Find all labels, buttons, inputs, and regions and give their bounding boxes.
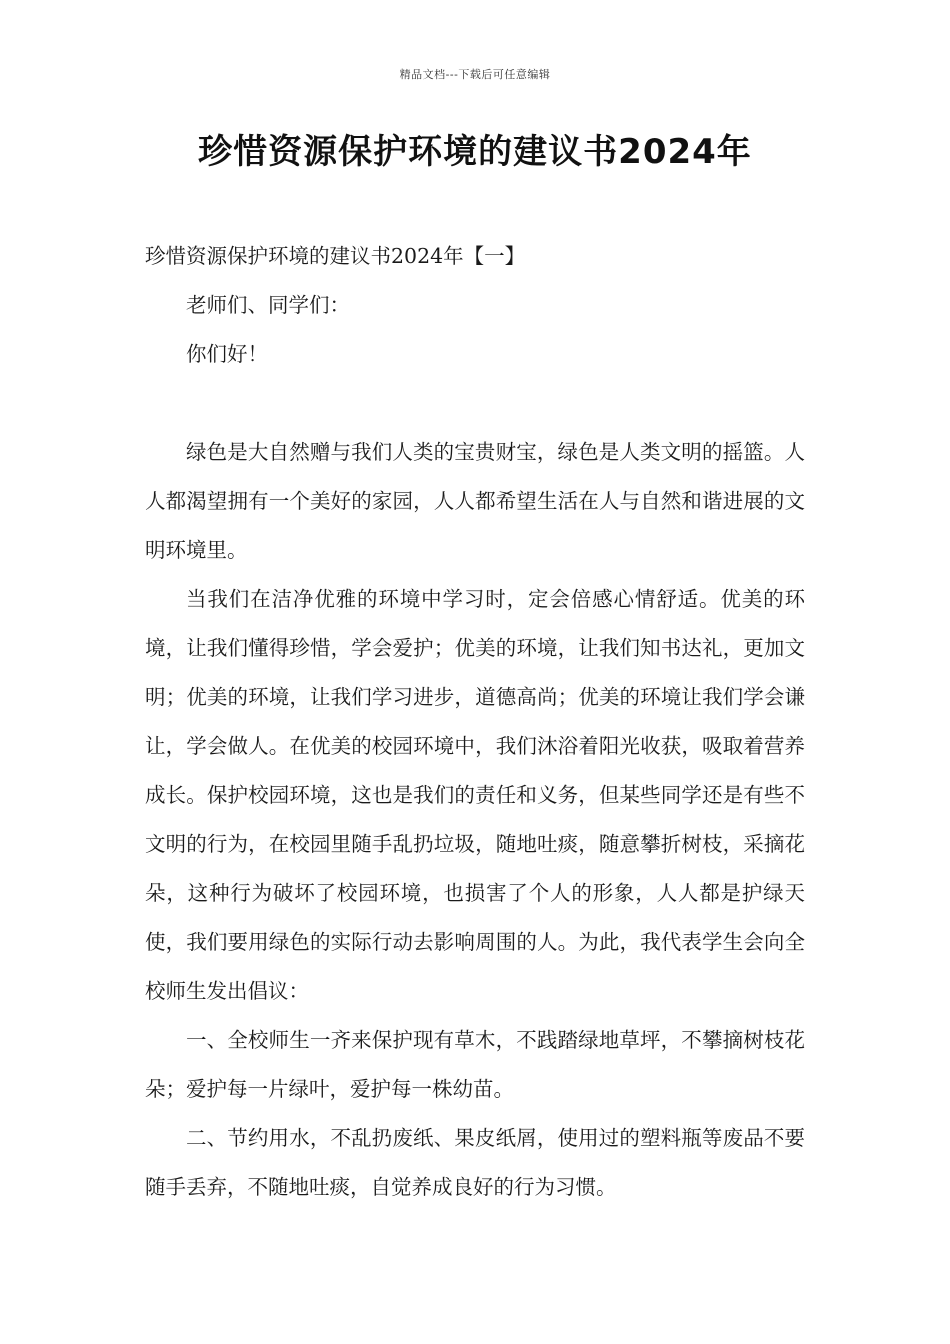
paragraph-spacer [145, 379, 805, 428]
document-title: 珍惜资源保护环境的建议书2024年 [198, 132, 752, 172]
salutation-greeting: 你们好！ [186, 342, 268, 366]
body-paragraph: 二、节约用水，不乱扔废纸、果皮纸屑，使用过的塑料瓶等废品不要随手丢弃，不随地吐痰，自觉养成良好的行为习惯。 [145, 1126, 805, 1199]
body-paragraph: 绿色是大自然赠与我们人类的宝贵财宝，绿色是人类文明的摇篮。人人都渴望拥有一个美好的家园，人人都希望生活在人与自然和谐进展的文明环境里。 [145, 440, 805, 562]
document-body [145, 232, 805, 1212]
body-paragraph: 一、全校师生一齐来保护现有草木，不践踏绿地草坪，不攀摘树枝花朵；爱护每一片绿叶，爱护每一株幼苗。 [145, 1028, 805, 1101]
header-note: 精品文档---下载后可任意编辑 [399, 68, 551, 81]
salutation-recipients: 老师们、同学们： [186, 293, 350, 317]
section-heading: 珍惜资源保护环境的建议书2024年【一】 [145, 244, 526, 268]
body-paragraph: 当我们在洁净优雅的环境中学习时，定会倍感心情舒适。优美的环境，让我们懂得珍惜，学会爱护；优美的环境，让我们知书达礼，更加文明；优美的环境，让我们学习进步，道德高尚；优美的环境让我们学会谦让，学会做人。在优美的校园环境中，我们沐浴着阳光收获，吸取着营养成长。保护校园环境，这也是我们的责任和义务，但某些同学还是有些不文明的行为，在校园里随手乱扔垃圾，随地吐痰，随意攀折树枝，采摘花朵，这种行为破坏了校园环境，也损害了个人的形象，人人都是护绿天使，我们要用绿色的实际行动去影响周围的人。为此，我代表学生会向全校师生发出倡议： [145, 587, 805, 1003]
